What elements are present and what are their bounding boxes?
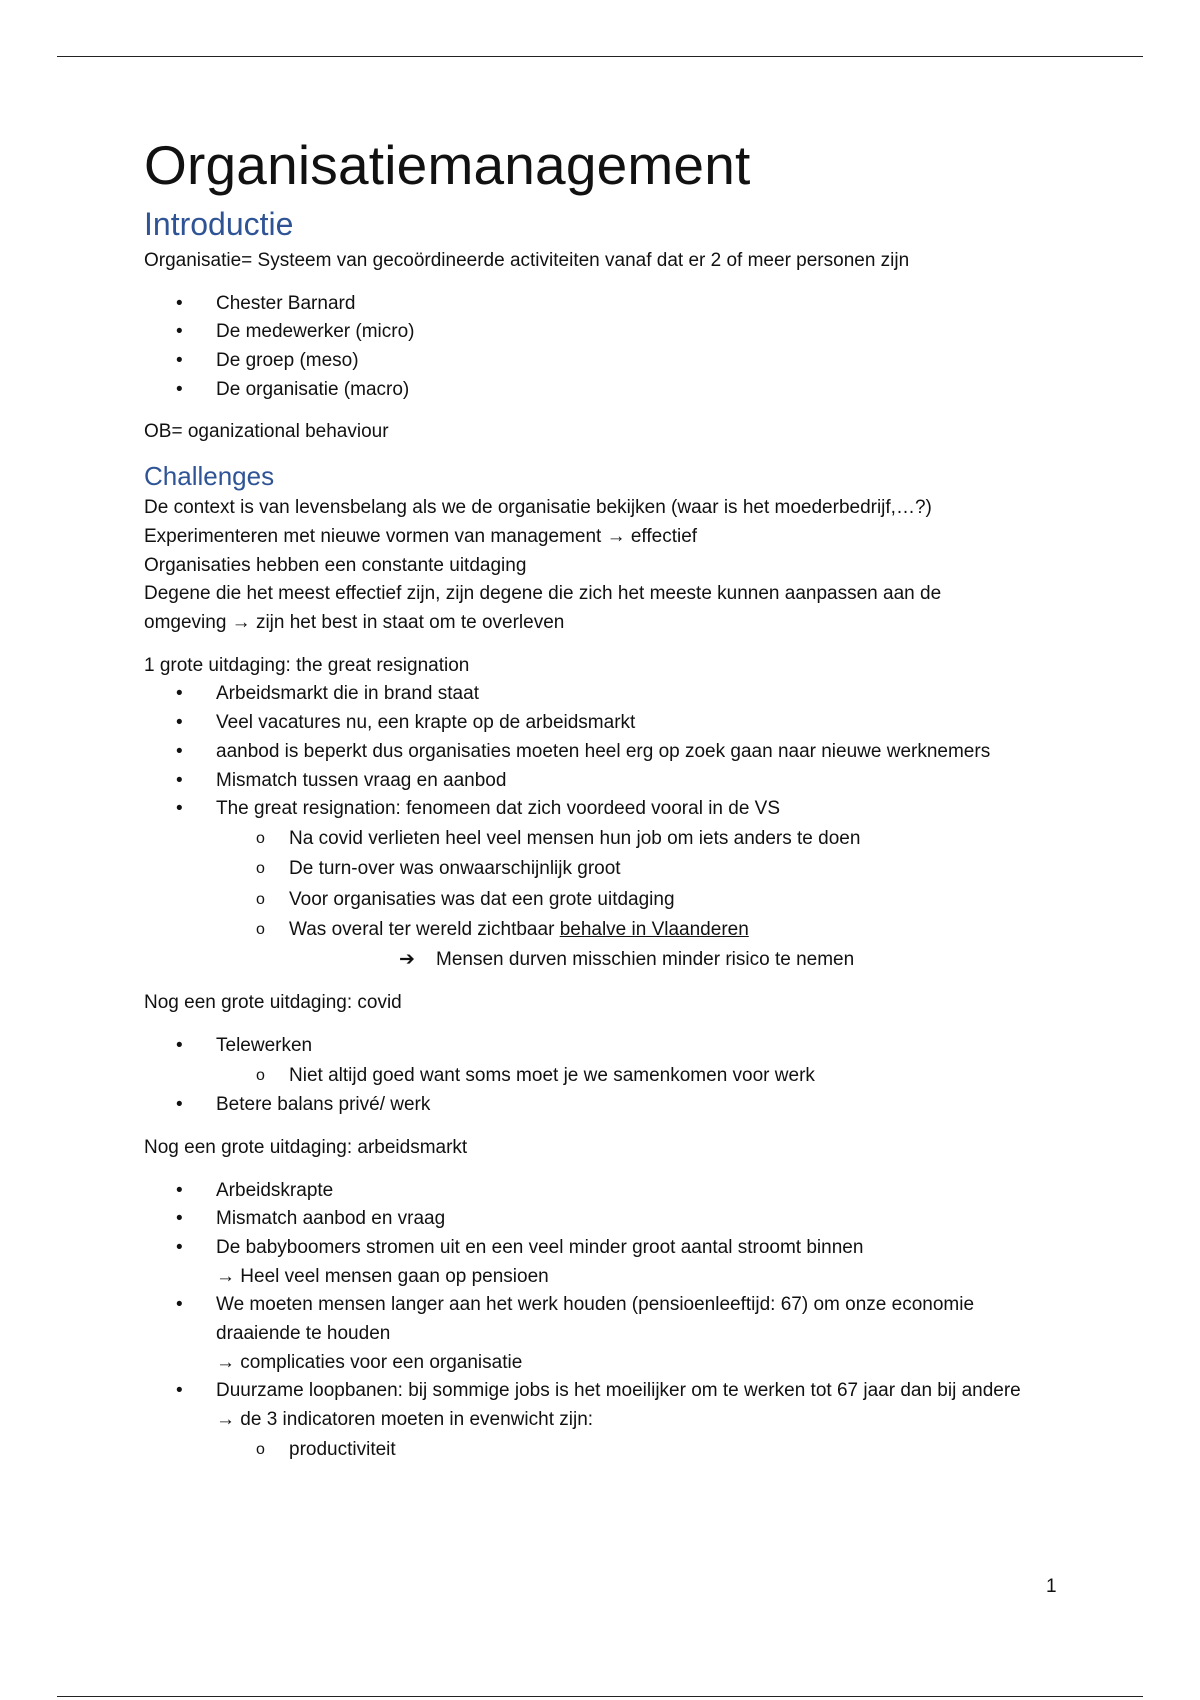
- bullet-icon: •: [176, 292, 183, 314]
- sub-list-item: o Na covid verlieten heel veel mensen hun job om iets anders te doen: [216, 824, 1054, 854]
- challenge-1-list: [144, 680, 1054, 945]
- organisatie-definition: Organisatie= Systeem van gecoördineerde activiteiten vanaf dat er 2 of meer personen zijn: [144, 249, 910, 271]
- page-number: 1: [1046, 1576, 1057, 1597]
- list-item: • Arbeidskrapte: [144, 1177, 1054, 1206]
- paragraph: De context is van levensbelang als we de organisatie bekijken (waar is het moederbedrijf,…?): [144, 497, 932, 519]
- challenge-2-list: [144, 1032, 1054, 1120]
- paragraph: Experimenteren met nieuwe vormen van management → effectief: [144, 525, 698, 547]
- bullet-icon: •: [176, 740, 183, 762]
- bullet-icon: •: [176, 683, 183, 705]
- bullet-icon: •: [176, 1294, 183, 1316]
- circle-bullet-icon: o: [256, 860, 265, 878]
- list-item: • Duurzame loopbanen: bij sommige jobs is het moeilijker om te werken tot 67 jaar dan bij andere → de 3 indicatoren moeten in evenwicht zijn: o productiviteit: [144, 1377, 1054, 1465]
- circle-bullet-icon: o: [256, 920, 265, 938]
- list-item: • De organisatie (macro): [144, 376, 1054, 405]
- challenge-2-intro: Nog een grote uitdaging: covid: [144, 992, 402, 1014]
- sub-list-item: o productiviteit: [216, 1435, 1054, 1465]
- list-item: • De medewerker (micro): [144, 318, 1054, 347]
- list-item: • Arbeidsmarkt die in brand staat: [144, 680, 1054, 709]
- bullet-icon: •: [176, 798, 183, 820]
- bullet-icon: •: [176, 1094, 183, 1116]
- list-item: • Chester Barnard: [144, 290, 1054, 319]
- bullet-icon: •: [176, 1380, 183, 1402]
- bullet-icon: •: [176, 378, 183, 400]
- paragraph: Organisaties hebben een constante uitdaging: [144, 554, 527, 576]
- list-item: • aanbod is beperkt dus organisaties moeten heel erg op zoek gaan naar nieuwe werknemers: [144, 738, 1054, 767]
- bullet-icon: •: [176, 349, 183, 371]
- list-item: • Telewerken o Niet altijd goed want soms moet je we samenkomen voor werk: [144, 1032, 1054, 1091]
- list-item: • We moeten mensen langer aan het werk houden (pensioenleeftijd: 67) om onze economie draaiende te houden → complicaties voor een organisatie: [144, 1291, 1054, 1377]
- underlined-text: behalve in Vlaanderen: [559, 918, 749, 940]
- sub-list-item: o Niet altijd goed want soms moet je we samenkomen voor werk: [216, 1061, 1054, 1091]
- ob-definition: OB= oganizational behaviour: [144, 421, 389, 443]
- sub-list-item: o De turn-over was onwaarschijnlijk groot: [216, 854, 1054, 884]
- document-title: Organisatiemanagement: [144, 134, 751, 196]
- bullet-icon: •: [176, 712, 183, 734]
- bullet-icon: •: [176, 1208, 183, 1230]
- list-item: • Veel vacatures nu, een krapte op de arbeidsmarkt: [144, 709, 1054, 738]
- challenge-1-intro: 1 grote uitdaging: the great resignation: [144, 654, 470, 676]
- list-item: • Betere balans privé/ werk: [144, 1091, 1054, 1120]
- arrow-note: ➔ Mensen durven misschien minder risico te nemen: [144, 945, 1054, 975]
- list-item: • De babyboomers stromen uit en een veel minder groot aantal stroomt binnen → Heel veel mensen gaan op pensioen: [144, 1234, 1054, 1291]
- circle-bullet-icon: o: [256, 1066, 265, 1084]
- circle-bullet-icon: o: [256, 890, 265, 908]
- bullet-icon: •: [176, 1179, 183, 1201]
- document-body: [144, 132, 1054, 1465]
- sub-list: [216, 1061, 1054, 1091]
- circle-bullet-icon: o: [256, 829, 265, 847]
- bullet-icon: •: [176, 1035, 183, 1057]
- arrow-icon: ➔: [399, 949, 415, 971]
- bullet-icon: •: [176, 769, 183, 791]
- sub-list: [144, 1435, 1054, 1465]
- section-heading-introductie: Introductie: [144, 206, 294, 242]
- sub-list-item: o Voor organisaties was dat een grote uitdaging: [216, 885, 1054, 915]
- header-rule: [57, 56, 1143, 57]
- challenge-3-list: [144, 1177, 1054, 1466]
- bullet-icon: •: [176, 1236, 183, 1258]
- sub-list: [216, 824, 1054, 945]
- sub-list-item: o Was overal ter wereld zichtbaar behalve in Vlaanderen: [216, 915, 1054, 945]
- list-item: • Mismatch tussen vraag en aanbod: [144, 767, 1054, 796]
- paragraph: Degene die het meest effectief zijn, zijn degene die zich het meeste kunnen aanpassen aan de omgeving → zijn het best in staat om te overleven: [144, 583, 942, 634]
- list-item: • The great resignation: fenomeen dat zich voordeed vooral in de VS o Na covid verlieten heel veel mensen hun job om iets anders te doen o De turn-over was onwaarschijnlijk groot o Voor organisaties was dat een grote uitdaging o Was overal ter wereld zichtbaar behalve in Vlaanderen: [144, 795, 1054, 945]
- list-item: • De groep (meso): [144, 347, 1054, 376]
- challenge-3-intro: Nog een grote uitdaging: arbeidsmarkt: [144, 1136, 468, 1158]
- section-heading-challenges: Challenges: [144, 461, 275, 492]
- footer-rule: [57, 1696, 1143, 1697]
- circle-bullet-icon: o: [256, 1440, 265, 1458]
- list-item: • Mismatch aanbod en vraag: [144, 1205, 1054, 1234]
- intro-list: [144, 290, 1054, 405]
- bullet-icon: •: [176, 321, 183, 343]
